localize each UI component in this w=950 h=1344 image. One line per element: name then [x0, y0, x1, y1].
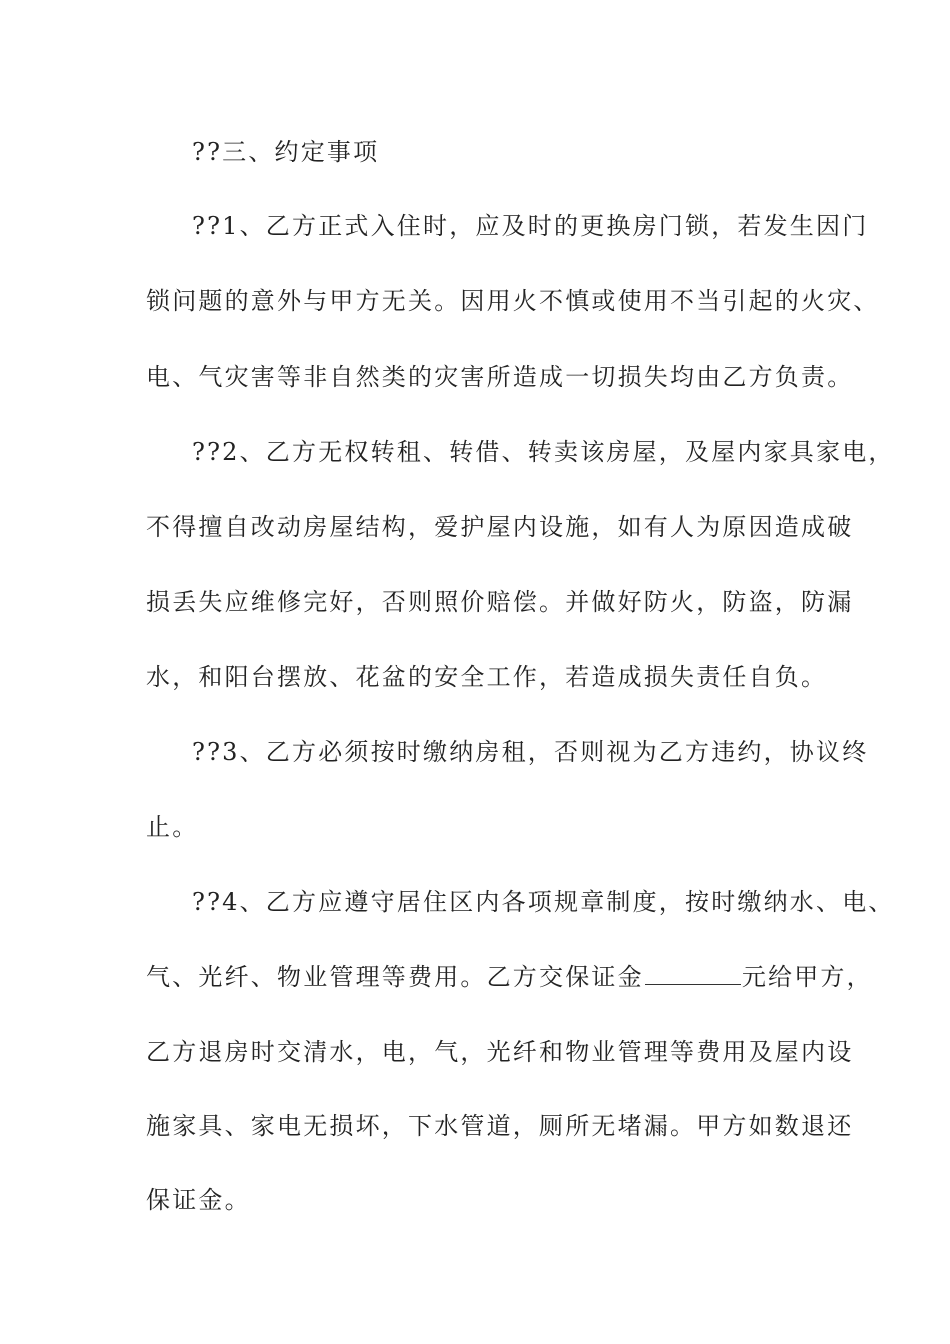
clause-4-line-4: 施家具、家电无损坏，下水管道，厕所无堵漏。甲方如数退还 — [146, 1112, 854, 1140]
section-heading: ??三、约定事项 — [192, 138, 380, 166]
clause-1-line-1: ??1、乙方正式入住时，应及时的更换房门锁，若发生因门 — [192, 212, 869, 240]
clause-2-line-3: 损丢失应维修完好，否则照价赔偿。并做好防火，防盗，防漏 — [146, 588, 854, 616]
clause-4-line-3: 乙方退房时交清水，电，气，光纤和物业管理等费用及屋内设 — [146, 1038, 854, 1066]
clause-4-line-5: 保证金。 — [146, 1186, 251, 1214]
clause-1-line-3: 电、气灾害等非自然类的灾害所造成一切损失均由乙方负责。 — [146, 363, 854, 391]
clause-4-line-1: ??4、乙方应遵守居住区内各项规章制度，按时缴纳水、电、 — [192, 888, 895, 916]
clause-4-line-2-text-end: 元给甲方， — [741, 963, 873, 991]
clause-4-line-2-text: 气、光纤、物业管理等费用。乙方交保证金 — [146, 963, 644, 991]
clause-1-line-2: 锁问题的意外与甲方无关。因用火不慎或使用不当引起的火灾、 — [146, 287, 880, 315]
clause-2-line-1: ??2、乙方无权转租、转借、转卖该房屋，及屋内家具家电， — [192, 438, 895, 466]
clause-2-line-4: 水，和阳台摆放、花盆的安全工作，若造成损失责任自负。 — [146, 663, 828, 691]
deposit-amount-blank — [645, 962, 741, 985]
clause-3-line-1: ??3、乙方必须按时缴纳房租，否则视为乙方违约，协议终 — [192, 738, 869, 766]
clause-3-line-2: 止。 — [146, 813, 199, 841]
clause-4-line-2 — [146, 961, 873, 993]
clause-2-line-2: 不得擅自改动房屋结构，爱护屋内设施，如有人为原因造成破 — [146, 513, 854, 541]
